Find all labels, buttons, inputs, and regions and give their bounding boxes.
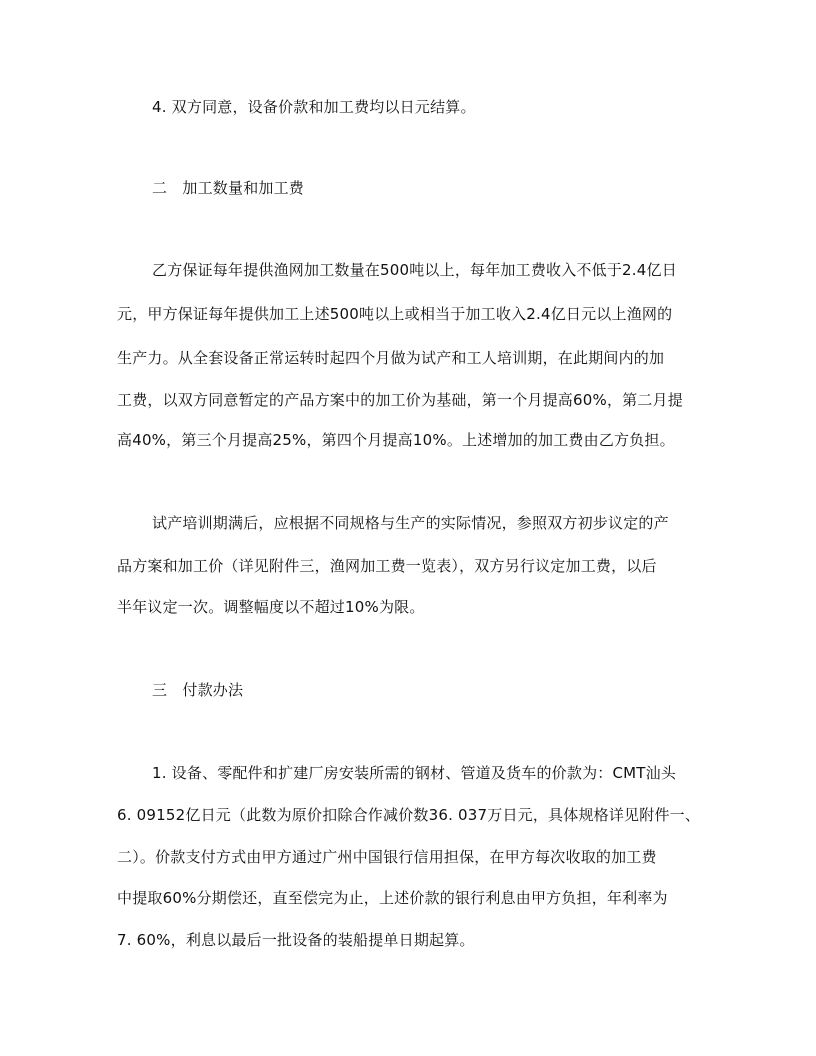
section-3-heading: 三 付款办法	[152, 681, 244, 699]
paragraph-2-line-3: 半年议定一次。调整幅度以不超过10%为限。	[117, 598, 425, 616]
paragraph-1-line-2: 元，甲方保证每年提供加工上述500吨以上或相当于加工收入2.4亿日元以上渔网的	[117, 305, 673, 323]
clause-4: 4. 双方同意，设备价款和加工费均以日元结算。	[152, 98, 476, 116]
paragraph-2-line-2: 品方案和加工价（详见附件三，渔网加工费一览表），双方另行议定加工费，以后	[117, 557, 657, 575]
section-2-heading: 二 加工数量和加工费	[152, 179, 305, 197]
paragraph-1-line-5: 高40%，第三个月提高25%，第四个月提高10%。上述增加的加工费由乙方负担。	[117, 431, 675, 449]
paragraph-1-line-4: 工费，以双方同意暂定的产品方案中的加工价为基础，第一个月提高60%，第二月提	[117, 391, 683, 409]
paragraph-3-line-1: 1. 设备、零配件和扩建厂房安装所需的钢材、管道及货车的价款为：CMT汕头	[152, 764, 677, 782]
paragraph-3-line-2: 6. 09152亿日元（此数为原价扣除合作减价数36. 037万日元，具体规格详见附件一、	[117, 806, 701, 824]
paragraph-2-line-1: 试产培训期满后，应根据不同规格与生产的实际情况，参照双方初步议定的产	[152, 514, 669, 532]
paragraph-1-line-1: 乙方保证每年提供渔网加工数量在500吨以上，每年加工费收入不低于2.4亿日	[152, 261, 677, 279]
paragraph-3-line-5: 7. 60%，利息以最后一批设备的装船提单日期起算。	[117, 931, 475, 949]
paragraph-3-line-3: 二）。价款支付方式由甲方通过广州中国银行信用担保，在甲方每次收取的加工费	[117, 848, 657, 866]
paragraph-1-line-3: 生产力。从全套设备正常运转时起四个月做为试产和工人培训期，在此期间内的加	[117, 349, 665, 367]
paragraph-3-line-4: 中提取60%分期偿还，直至偿完为止，上述价款的银行利息由甲方负担，年利率为	[117, 889, 668, 907]
